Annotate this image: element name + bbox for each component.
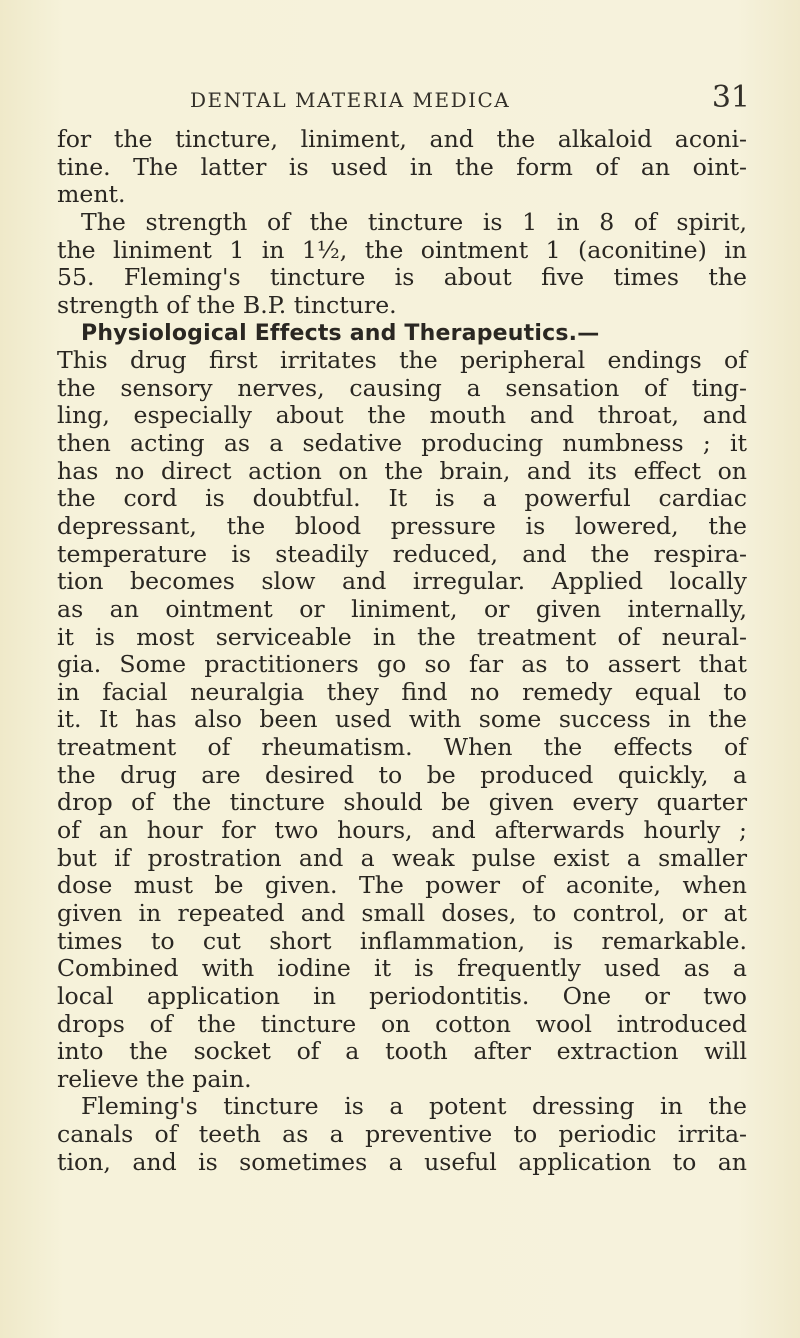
text-line: This drug first irritates the peripheral endings of (57, 346, 747, 375)
text-line: canals of teeth as a preventive to periodic irrita- (57, 1120, 747, 1149)
text-line: of an hour for two hours, and afterwards hourly ; (57, 816, 747, 845)
text-line: then acting as a sedative producing numbness ; it (57, 429, 747, 458)
text-line: it is most serviceable in the treatment of neural- (57, 622, 747, 651)
text-line: temperature is steadily reduced, and the respira- (57, 539, 747, 568)
running-title: DENTAL MATERIA MEDICA (190, 88, 511, 112)
text-line: has no direct action on the brain, and its effect on (57, 456, 747, 485)
text-line: ling, especially about the mouth and throat, and (57, 401, 747, 430)
text-line: the liniment 1 in 1½, the ointment 1 (aconitine) in (57, 235, 747, 264)
text-line: dose must be given. The power of aconite, when (57, 871, 747, 900)
text-line: the cord is doubtful. It is a powerful cardiac (57, 484, 747, 513)
text-line: Combined with iodine it is frequently used as a (57, 954, 747, 983)
text-line: 55. Fleming's tincture is about five times the (57, 263, 747, 292)
text-line: strength of the B.P. tincture. (57, 290, 397, 319)
text-line: local application in periodontitis. One or two (57, 981, 747, 1010)
text-line: but if prostration and a weak pulse exist a smaller (57, 843, 747, 872)
text-line: as an ointment or liniment, or given internally, (57, 594, 747, 623)
text-line: tion, and is sometimes a useful application to an (57, 1147, 747, 1176)
text-line: tine. The latter is used in the form of an oint- (57, 152, 747, 181)
text-line: drop of the tincture should be given every quarter (57, 788, 747, 817)
running-header (60, 80, 760, 118)
text-line: the sensory nerves, causing a sensation of ting- (57, 373, 747, 402)
text-line: The strength of the tincture is 1 in 8 of spirit, (81, 207, 747, 236)
text-line: relieve the pain. (57, 1064, 252, 1093)
body-text (57, 126, 747, 1176)
text-line: depressant, the blood pressure is lowered, the (57, 511, 747, 540)
text-line: it. It has also been used with some success in the (57, 705, 747, 734)
text-line: for the tincture, liniment, and the alkaloid aconi- (57, 125, 747, 153)
page-number: 31 (711, 80, 750, 115)
text-line: gia. Some practitioners go so far as to assert that (57, 650, 747, 679)
text-line: into the socket of a tooth after extraction will (57, 1037, 747, 1066)
section-heading-line (57, 319, 747, 347)
section-heading: Physiological Effects and Therapeutics.— (81, 321, 600, 347)
text-line: treatment of rheumatism. When the effects of (57, 733, 747, 762)
text-line: times to cut short inflammation, is remarkable. (57, 926, 747, 955)
text-line: in facial neuralgia they find no remedy equal to (57, 677, 747, 706)
text-line: given in repeated and small doses, to control, or at (57, 898, 747, 927)
text-line: Fleming's tincture is a potent dressing in the (81, 1092, 747, 1121)
text-line: drops of the tincture on cotton wool introduced (57, 1009, 747, 1038)
text-line: tion becomes slow and irregular. Applied locally (57, 567, 747, 596)
text-line: ment. (57, 180, 126, 209)
text-line: the drug are desired to be produced quickly, a (57, 760, 747, 789)
